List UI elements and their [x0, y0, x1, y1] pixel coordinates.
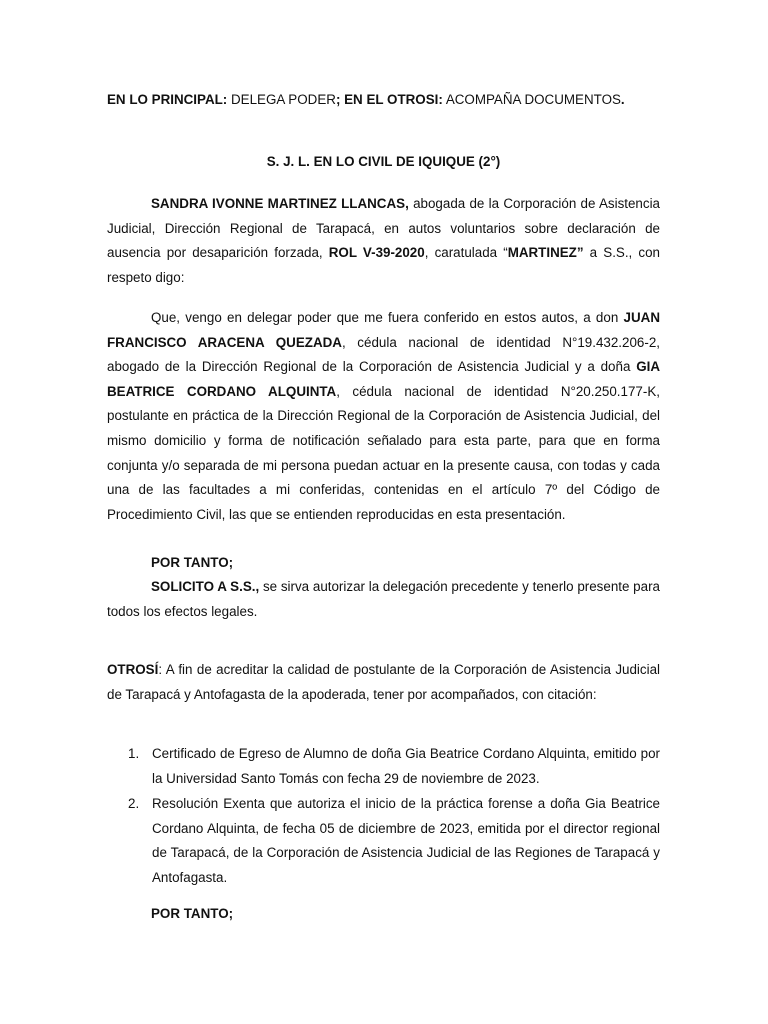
principal-text: DELEGA PODER: [227, 92, 336, 107]
otrosi-heading: OTROSÍ: [107, 662, 159, 677]
case-caption: MARTINEZ”: [507, 245, 584, 261]
body-text-3: , cédula nacional de identidad N°20.250.177-K, postulante en práctica de la Dirección Regional de la Corporación de Asistencia Judicial, del mismo domicilio y forma de notificación señalado para esta parte, para que en forma conjunta y/o separada de mi persona puedan actuar en la presente causa, con todas y cada una de las facultades a mi conferidas, contenidas en el artículo 7º del Código de Procedimiento Civil, las que se entienden reproducidas en esta presentación.: [107, 383, 660, 522]
intro-text: abogada de la Corporación de Asistencia Judicial, Dirección Regional de Tarapacá, en autos voluntarios sobre declaración de ausencia por desaparición forzada,: [107, 196, 661, 261]
por-tanto-1: [107, 551, 704, 576]
list-item: [107, 742, 660, 791]
court-heading: [107, 150, 660, 175]
list-number: 2.: [128, 796, 140, 811]
lawyer-name: SANDRA IVONNE MARTINEZ LLANCAS,: [151, 196, 409, 211]
intro-paragraph: [107, 192, 660, 290]
list-item-text: Resolución Exenta que autoriza el inicio de la práctica forense a doña Gia Beatrice Cordano Alquinta, de fecha 05 de diciembre de 2023, emitida por el director regional de Tarapacá, de la Corporación de Asistencia Judicial de las Regiones de Tarapacá y Antofagasta.: [152, 796, 660, 885]
court-name: S. J. L. EN LO CIVIL DE IQUIQUE (2°): [266, 154, 501, 169]
otrosi-label: EN EL OTROSI:: [340, 92, 443, 107]
summary-period: .: [620, 92, 625, 107]
por-tanto-label: POR TANTO;: [151, 906, 234, 921]
principal-label: EN LO PRINCIPAL:: [107, 92, 228, 107]
solicito-text: se sirva autorizar la delegación precedente y tenerlo presente para todos los efectos legales.: [107, 579, 660, 619]
solicito-label: SOLICITO A S.S.,: [151, 579, 260, 594]
body-text-2: , cédula nacional de identidad N°19.432.206-2, abogado de la Dirección Regional de la Corporación de Asistencia Judicial y a doña: [107, 334, 660, 375]
list-item-text: Certificado de Egreso de Alumno de doña Gia Beatrice Cordano Alquinta, emitido por la Universidad Santo Tomás con fecha 29 de noviembre de 2023.: [152, 746, 660, 786]
delegate-name-1: JUAN FRANCISCO ARACENA QUEZADA: [107, 310, 660, 350]
body-text-1: Que, vengo en delegar poder que me fuera conferido en estos autos, a don: [151, 310, 624, 325]
intro-text-3: a S.S., con respeto digo:: [107, 245, 660, 285]
por-tanto-label: POR TANTO;: [151, 555, 234, 570]
request-paragraph: [107, 575, 660, 624]
summary-separator: ;: [335, 92, 341, 107]
list-item: [107, 792, 660, 890]
otrosi-paragraph: [107, 658, 660, 707]
body-paragraph: [107, 306, 660, 527]
list-number: 1.: [128, 746, 140, 761]
delegate-name-2: GIA BEATRICE CORDANO ALQUINTA: [107, 359, 660, 399]
intro-text-2: , caratulada “: [424, 245, 508, 261]
heading-summary: [107, 88, 660, 113]
por-tanto-2: [107, 902, 704, 927]
otrosi-text: ACOMPAÑA DOCUMENTOS: [442, 92, 621, 107]
case-rol: ROL V-39-2020: [328, 245, 425, 261]
otrosi-body: : A fin de acreditar la calidad de postulante de la Corporación de Asistencia Judicial de Tarapacá y Antofagasta de la apoderada, tener por acompañados, con citación:: [107, 662, 660, 702]
